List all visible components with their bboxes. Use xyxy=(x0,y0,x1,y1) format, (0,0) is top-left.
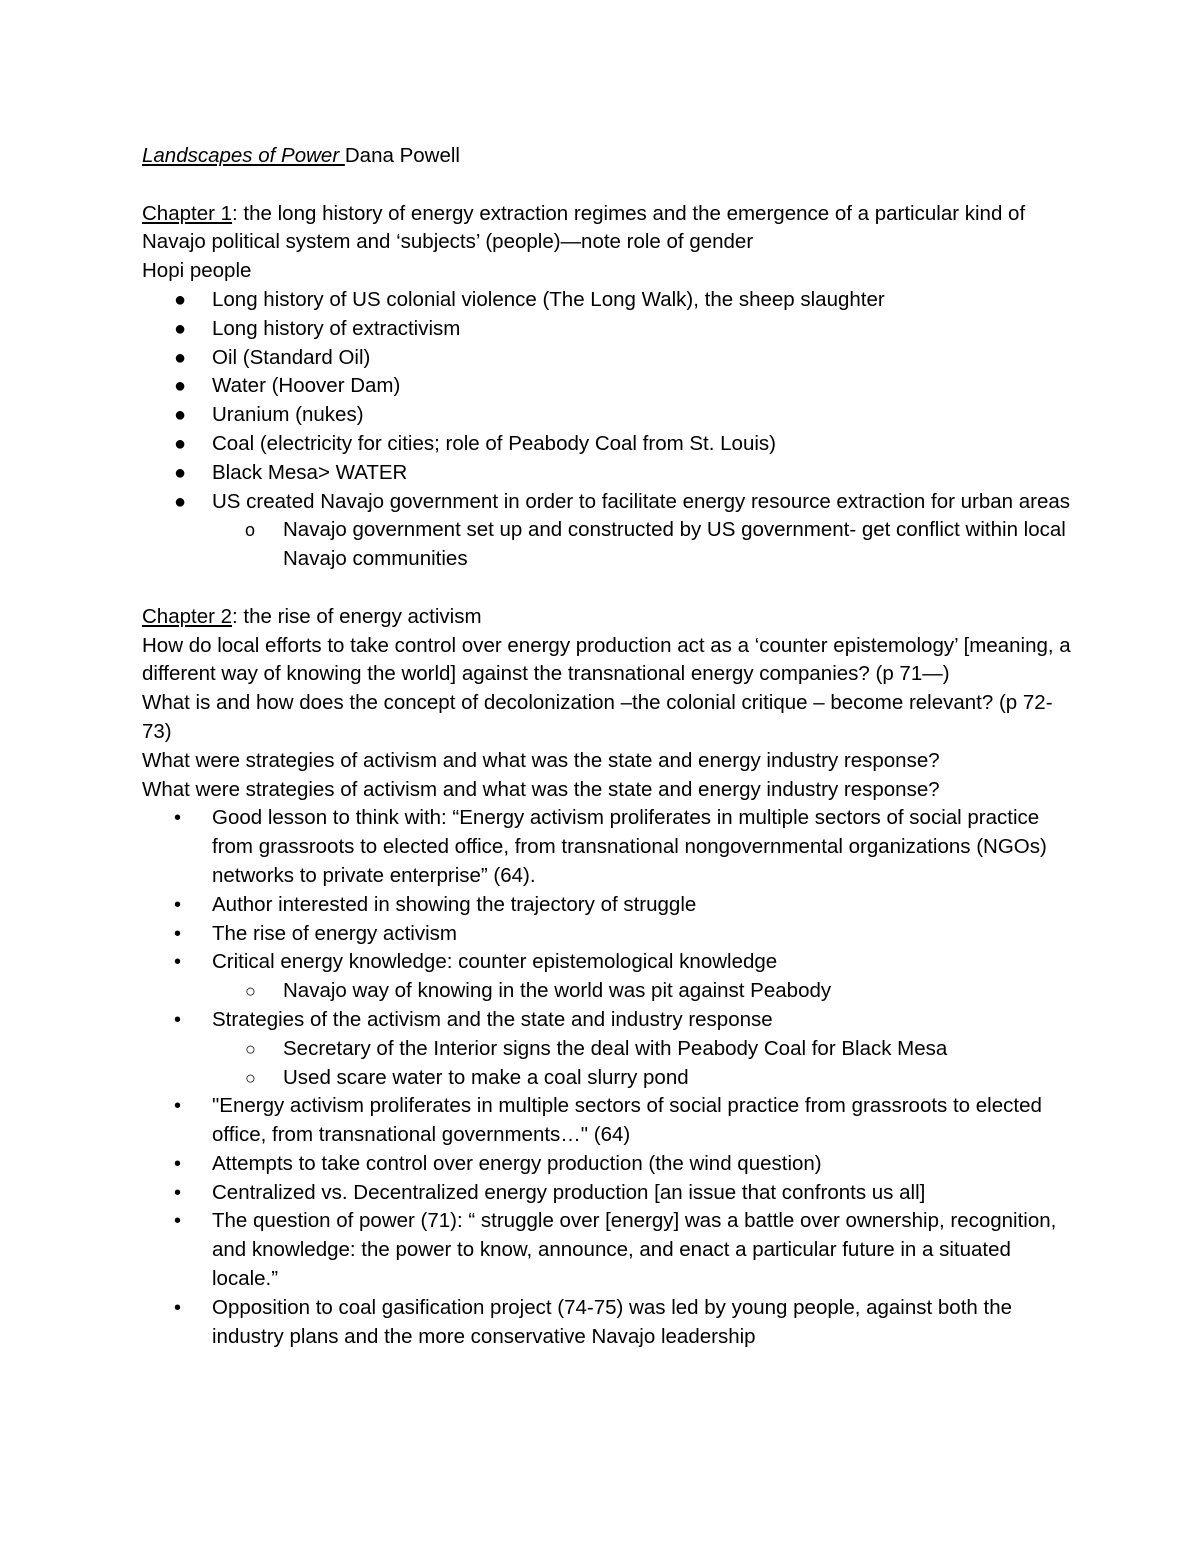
list-item-text: The rise of energy activism xyxy=(212,921,457,945)
bullet-icon: ● xyxy=(174,375,187,398)
document-title xyxy=(142,142,1082,171)
bullet-icon: • xyxy=(174,1152,182,1175)
author-name: Dana Powell xyxy=(344,144,460,167)
list-item-text: Uranium (nukes) xyxy=(212,403,364,427)
bullet-icon: • xyxy=(174,1210,182,1233)
bullet-icon: • xyxy=(174,1008,182,1031)
sub-list-item-text: Used scare water to make a coal slurry pond xyxy=(283,1065,689,1089)
ring-bullet-icon: ○ xyxy=(245,1038,256,1059)
sub-list-item xyxy=(142,1064,1082,1093)
list-item xyxy=(142,804,1082,890)
list-item-text: Author interested in showing the trajectory of struggle xyxy=(212,892,697,916)
bullet-icon: ● xyxy=(174,346,187,369)
list-item xyxy=(142,315,1082,344)
circle-bullet-icon: o xyxy=(245,520,256,541)
document-body xyxy=(142,142,1082,1351)
list-item xyxy=(142,920,1082,949)
bullet-icon: • xyxy=(174,1095,182,1118)
list-item-text: Opposition to coal gasification project (74-75) was led by young people, against both the industry plans and the more conservative Navajo leadership xyxy=(212,1295,1013,1348)
ring-bullet-icon: ○ xyxy=(245,981,256,1002)
bullet-icon: • xyxy=(174,922,182,945)
sub-list-item-text: Secretary of the Interior signs the deal with Peabody Coal for Black Mesa xyxy=(283,1036,948,1060)
chapter2-heading xyxy=(142,603,1082,632)
list-item xyxy=(142,430,1082,459)
bullet-icon: ● xyxy=(174,490,187,513)
list-item-text: Water (Hoover Dam) xyxy=(212,374,401,398)
sub-list-item-text: Navajo government set up and constructed by US government- get conflict within local Navajo communities xyxy=(283,518,1066,571)
list-item xyxy=(142,1006,1082,1035)
blank-line xyxy=(142,171,1082,200)
chapter2-bullet-list xyxy=(142,804,1082,1351)
list-item-text: Good lesson to think with: “Energy activism proliferates in multiple sectors of social practice from grassroots to elected office, from transnational nongovernmental organizations (NGOs) networks to private enterprise” (64). xyxy=(212,806,1047,887)
list-item-text: Centralized vs. Decentralized energy production [an issue that confronts us all] xyxy=(212,1180,926,1204)
bullet-icon: ● xyxy=(174,288,187,311)
list-item-text: "Energy activism proliferates in multiple sectors of social practice from grassroots to elected office, from transnational governments…" (64) xyxy=(212,1094,1042,1147)
list-item xyxy=(142,1092,1082,1150)
list-item-text: Black Mesa> WATER xyxy=(212,460,408,484)
bullet-icon: • xyxy=(174,951,182,974)
list-item-text: Long history of US colonial violence (The Long Walk), the sheep slaughter xyxy=(212,287,885,311)
question-paragraph: What were strategies of activism and what was the state and energy industry response? xyxy=(142,748,940,772)
list-item-text: Oil (Standard Oil) xyxy=(212,345,371,369)
bullet-icon: ● xyxy=(174,404,187,427)
list-item xyxy=(142,401,1082,430)
list-item xyxy=(142,372,1082,401)
sub-list-item-text: Navajo way of knowing in the world was pit against Peabody xyxy=(283,979,832,1003)
list-item-text: Strategies of the activism and the state and industry response xyxy=(212,1007,773,1031)
chapter1-heading-text: : the long history of energy extraction regimes and the emergence of a particular kind of Navajo political system and ‘subjects’ (people)—note role of gender xyxy=(142,201,1026,254)
sub-list-item xyxy=(142,1035,1082,1064)
list-item xyxy=(142,948,1082,977)
question-paragraph: What were strategies of activism and what was the state and energy industry response? xyxy=(142,777,940,801)
chapter1-bullet-list xyxy=(142,286,1082,574)
bullet-icon: ● xyxy=(174,461,187,484)
bullet-icon: • xyxy=(174,893,182,916)
chapter1-label: Chapter 1 xyxy=(142,201,233,225)
sub-list-item xyxy=(142,516,1082,574)
list-item-text: Coal (electricity for cities; role of Peabody Coal from St. Louis) xyxy=(212,431,776,455)
bullet-icon: • xyxy=(174,1296,182,1319)
list-item-text: Long history of extractivism xyxy=(212,316,461,340)
list-item xyxy=(142,286,1082,315)
list-item-text: The question of power (71): “ struggle over [energy] was a battle over ownership, recognition, and knowledge: the power to know, announce, and enact a particular future in a situated locale.” xyxy=(212,1209,1057,1291)
list-item xyxy=(142,459,1082,488)
sub-list-item xyxy=(142,977,1082,1006)
list-item xyxy=(142,488,1082,517)
bullet-icon: • xyxy=(174,1181,182,1204)
list-item-text: US created Navajo government in order to facilitate energy resource extraction for urban areas xyxy=(212,489,1071,513)
list-item xyxy=(142,1207,1082,1293)
list-item-text: Attempts to take control over energy production (the wind question) xyxy=(212,1151,822,1175)
question-paragraph: How do local efforts to take control over energy production act as a ‘counter epistemology’ [meaning, a different way of knowing the world] against the transnational energy companies? (p 71—) xyxy=(142,633,1071,686)
list-item xyxy=(142,1150,1082,1179)
ring-bullet-icon: ○ xyxy=(245,1067,256,1088)
bullet-icon: ● xyxy=(174,317,187,340)
chapter2-heading-text: : the rise of energy activism xyxy=(232,604,482,628)
list-item xyxy=(142,344,1082,373)
chapter1-heading xyxy=(142,200,1082,258)
book-title: Landscapes of Power xyxy=(142,144,345,167)
hopi-line: Hopi people xyxy=(142,259,252,283)
list-item-text: Critical energy knowledge: counter epistemological knowledge xyxy=(212,950,778,974)
question-paragraph: What is and how does the concept of decolonization –the colonial critique – become relevant? (p 72-73) xyxy=(142,691,1053,743)
chapter2-label: Chapter 2 xyxy=(142,604,233,628)
list-item xyxy=(142,1294,1082,1352)
bullet-icon: • xyxy=(174,807,182,830)
list-item xyxy=(142,891,1082,920)
list-item xyxy=(142,1179,1082,1208)
bullet-icon: ● xyxy=(174,432,187,455)
blank-line xyxy=(142,574,1082,603)
